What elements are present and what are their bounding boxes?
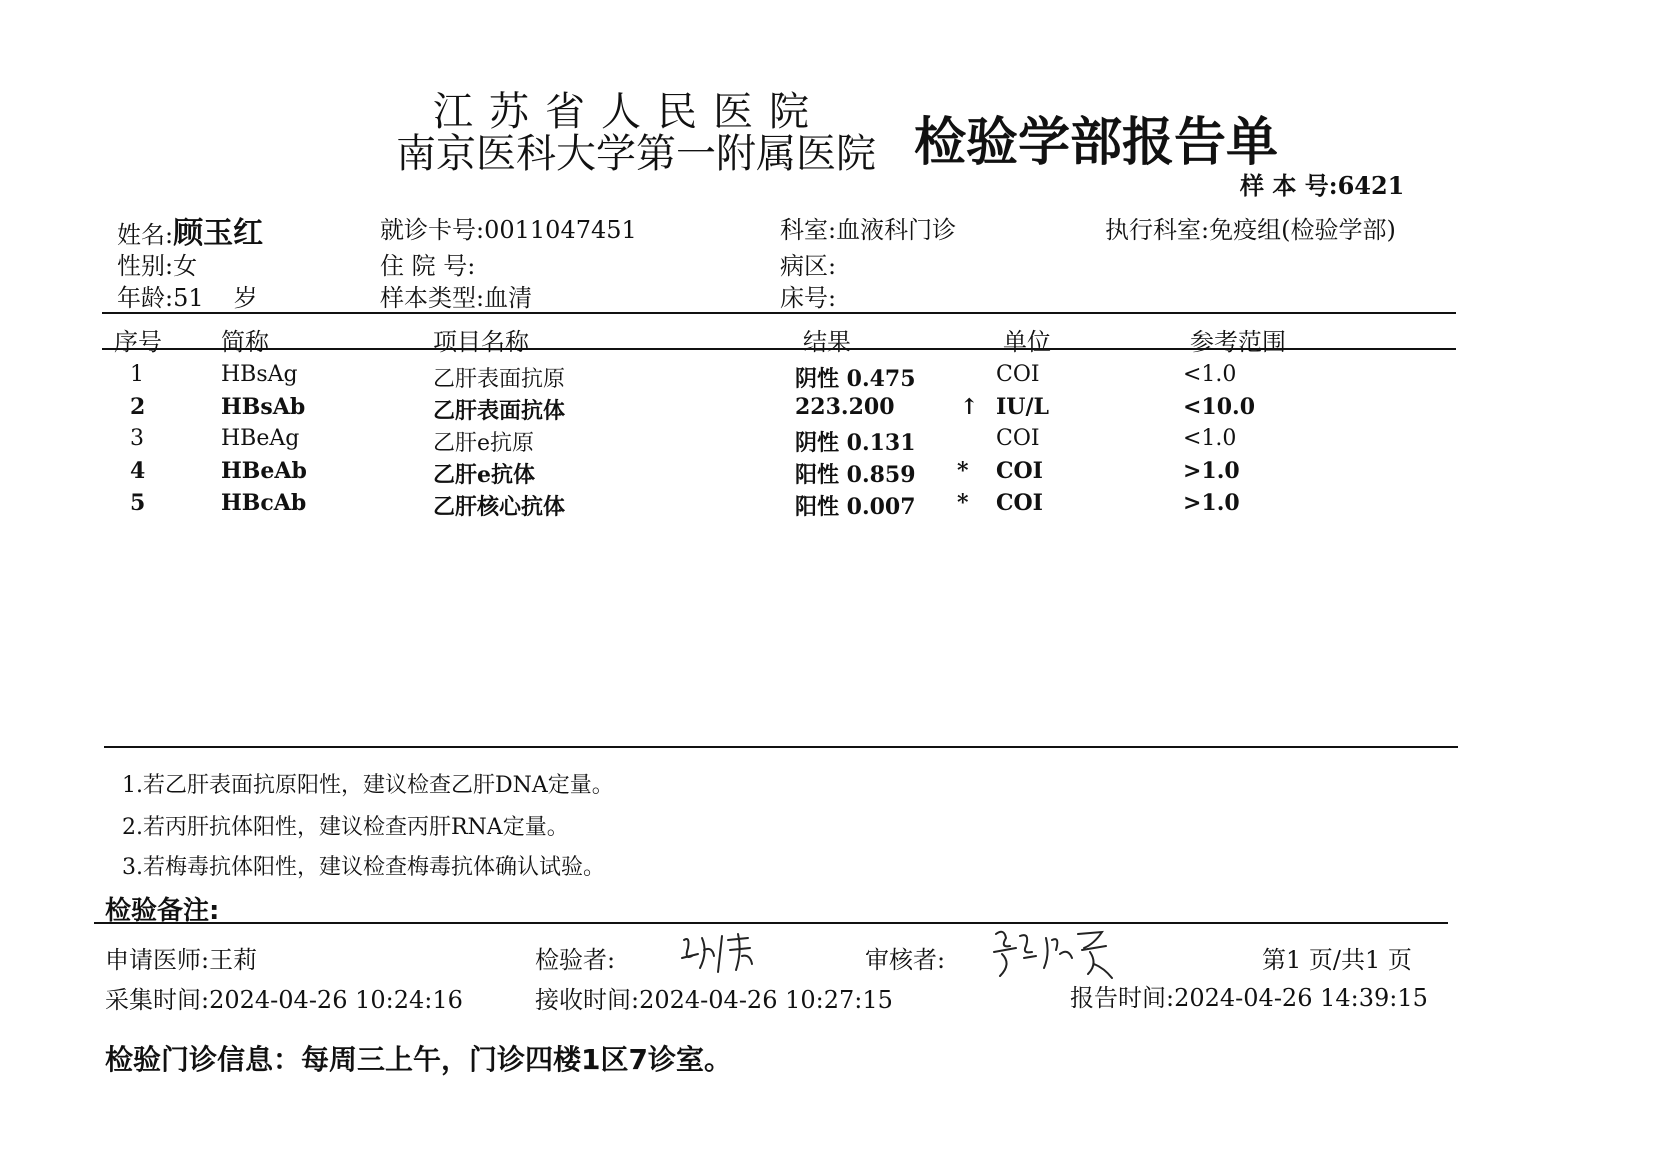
ward-field — [780, 246, 836, 281]
patient-age-field — [117, 278, 258, 313]
table-header-rule — [102, 348, 1456, 350]
hospital-name-line2: 南京医科大学第一附属医院 — [396, 131, 876, 177]
reviewer-signature — [990, 924, 1120, 984]
doctor-label: 申请医师: — [105, 946, 210, 974]
patient-age: 51 — [173, 284, 204, 312]
col-header-no: 序号 — [114, 328, 162, 356]
row-abbr: HBeAg — [221, 426, 300, 451]
hospital-name-line1: 江苏省人民医院 — [433, 89, 825, 135]
bed-label: 床号: — [780, 284, 837, 312]
row-no: 4 — [130, 458, 146, 484]
row-no: 1 — [130, 362, 144, 387]
sample-number — [1240, 166, 1404, 201]
row-abbr: HBsAb — [221, 394, 306, 420]
exec-department: 免疫组(检验学部) — [1209, 216, 1396, 244]
row-item-name: 乙肝e抗体 — [433, 462, 535, 488]
doctor-name: 王莉 — [209, 946, 258, 974]
row-item-name: 乙肝核心抗体 — [433, 494, 566, 520]
row-unit: COI — [996, 426, 1040, 451]
report-time: 2024-04-26 14:39:15 — [1174, 984, 1428, 1012]
row-result: 223.200 — [795, 394, 895, 420]
table-top-rule — [102, 312, 1456, 314]
card-number-label: 就诊卡号: — [380, 216, 485, 244]
sample-number-label: 样 本 号: — [1240, 171, 1338, 200]
row-result: 阴性 0.131 — [795, 430, 916, 456]
patient-gender-label: 性别: — [117, 252, 174, 280]
doctor-field — [105, 940, 257, 975]
exec-department-label: 执行科室: — [1105, 216, 1210, 244]
col-header-item-name: 项目名称 — [433, 328, 529, 356]
tester-label: 检验者: — [535, 946, 616, 974]
table-row — [0, 394, 1653, 426]
collect-time: 2024-04-26 10:24:16 — [209, 986, 463, 1014]
patient-gender: 女 — [173, 252, 198, 280]
col-header-unit: 单位 — [1003, 328, 1051, 356]
col-header-reference: 参考范围 — [1190, 328, 1286, 356]
clinic-info: 检验门诊信息：每周三上午，门诊四楼1区7诊室。 — [105, 1043, 732, 1076]
collect-time-label: 采集时间: — [105, 986, 210, 1014]
inpatient-number-field — [380, 246, 475, 281]
row-no: 2 — [130, 394, 146, 420]
department-field — [780, 210, 956, 245]
row-unit: COI — [996, 362, 1040, 387]
receive-time: 2024-04-26 10:27:15 — [639, 986, 893, 1014]
row-flag: * — [957, 458, 969, 484]
row-item-name: 乙肝表面抗体 — [433, 398, 566, 424]
patient-age-label: 年龄: — [117, 284, 174, 312]
row-unit: IU/L — [996, 394, 1049, 420]
sample-type-label: 样本类型: — [380, 284, 485, 312]
bed-field — [780, 278, 836, 313]
row-reference: >1.0 — [1183, 490, 1240, 516]
row-flag: ↑ — [960, 394, 979, 420]
receive-time-label: 接收时间: — [535, 986, 640, 1014]
col-header-abbr: 简称 — [221, 328, 269, 356]
row-reference: <10.0 — [1183, 394, 1256, 420]
row-flag: * — [957, 490, 969, 516]
col-header-result: 结果 — [803, 328, 851, 356]
row-unit: COI — [996, 490, 1043, 516]
remark-label: 检验备注: — [105, 896, 220, 926]
department-label: 科室: — [780, 216, 837, 244]
table-row — [0, 426, 1653, 458]
row-abbr: HBeAb — [221, 458, 307, 484]
patient-gender-field — [117, 246, 197, 281]
report-title: 检验学部报告单 — [914, 113, 1279, 173]
row-abbr: HBsAg — [221, 362, 298, 387]
footer-rule — [94, 922, 1448, 924]
department: 血液科门诊 — [836, 216, 957, 244]
card-number-field — [380, 210, 637, 245]
patient-age-unit: 岁 — [233, 284, 258, 312]
patient-name-label: 姓名: — [117, 221, 174, 249]
table-row — [0, 490, 1653, 522]
sample-number-value: 6421 — [1337, 171, 1405, 200]
row-reference: <1.0 — [1183, 362, 1237, 387]
exec-department-field — [1105, 210, 1396, 245]
row-item-name: 乙肝e抗原 — [433, 431, 535, 456]
ward-label: 病区: — [780, 252, 837, 280]
row-result: 阳性 0.007 — [795, 494, 916, 520]
card-number: 0011047451 — [484, 216, 637, 244]
report-time-label: 报告时间: — [1070, 984, 1175, 1012]
row-reference: <1.0 — [1183, 426, 1237, 451]
row-item-name: 乙肝表面抗原 — [433, 367, 566, 392]
row-reference: >1.0 — [1183, 458, 1240, 484]
collect-time-field — [105, 980, 463, 1015]
row-unit: COI — [996, 458, 1043, 484]
table-row — [0, 458, 1653, 490]
sample-type: 血清 — [484, 284, 533, 312]
page-info: 第1 页/共1 页 — [1262, 946, 1412, 974]
note-1: 1.若乙肝表面抗原阳性，建议检查乙肝DNA定量。 — [122, 773, 614, 798]
row-no: 3 — [130, 426, 144, 451]
receive-time-field — [535, 980, 893, 1015]
reviewer-label: 审核者: — [865, 946, 946, 974]
tester-signature — [678, 928, 758, 978]
row-result: 阴性 0.475 — [795, 366, 916, 392]
table-row — [0, 362, 1653, 394]
patient-name: 顾玉红 — [173, 216, 264, 251]
report-time-field — [1070, 978, 1428, 1013]
row-abbr: HBcAb — [221, 490, 307, 516]
table-bottom-rule — [104, 746, 1458, 748]
note-3: 3.若梅毒抗体阳性，建议检查梅毒抗体确认试验。 — [122, 855, 605, 880]
row-result: 阳性 0.859 — [795, 462, 916, 488]
sample-type-field — [380, 278, 532, 313]
row-no: 5 — [130, 490, 146, 516]
note-2: 2.若丙肝抗体阳性，建议检查丙肝RNA定量。 — [122, 815, 569, 840]
inpatient-number-label: 住 院 号: — [380, 252, 476, 280]
